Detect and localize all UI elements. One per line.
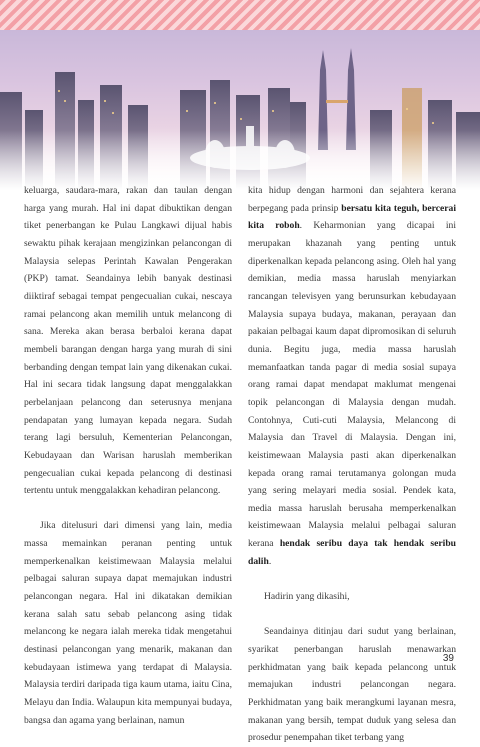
page-number: 39 (442, 653, 454, 664)
salutation: Hadirin yang dikasihi, (264, 591, 350, 603)
paragraph (248, 182, 456, 570)
right-text-column (248, 182, 456, 747)
text-run: kita hidup dengan harmoni dan sejahtera kerana berpegang pada prinsip (248, 185, 456, 214)
city-skyline-banner (0, 30, 480, 190)
bold-phrase: bersatu kita teguh, bercerai kita roboh (248, 202, 456, 232)
left-text-column (24, 182, 232, 729)
paragraph: Seandainya ditinjau dari sudut yang berlainan, syarikat penerbangan haruslah menawarkan perkhidmatan yang baik kepada pelancong untuk memajukan industri pelancongan negara. Perkhidmatan yang baik merangkumi layanan mesra, makanan yang bersih, tempat duduk yang selesa dan prosedur penempahan tiket terbang yang (248, 626, 456, 744)
bold-phrase: hendak seribu daya tak hendak seribu dalih (248, 538, 457, 567)
text-run: . Keharmonian yang dicapai ini merupakan khazanah yang penting untuk diperkenalkan kepada pelancong asing. Oleh hal yang demikian, media massa haruslah menyiarkan rancangan televisyen yang berunsurkan kebudayaan Malaysia supaya budaya, makanan, perayaan dan pakaian pelbagai kaum dapat dipromosikan di seluruh dunia. Begitu juga, media massa haruslah memanfaatkan tanda pagar di media sosial supaya orang ramai dapat mendapat maklumat mengenai topik pelancongan di Malaysia dengan mudah. Contohnya, Cuti-cuti Malaysia, Melancong di Malaysia dan Travel di Malaysia. Dengan ini, keistimewaan Malaysia pasti akan diperkenalkan kepada orang ramai terutamanya golongan muda yang sering melayari media sosial. Pendek kata, media massa haruslah berusaha memperkenalkan keistimewaan Malaysia melalui pelbagai saluran kerana (248, 220, 456, 550)
decorative-top-stripe (0, 0, 480, 30)
paragraph: keluarga, saudara-mara, rakan dan taulan dengan harga yang murah. Hal ini dapat dibuktikan dengan tiket penerbangan ke Pulau Langkawi dijual habis sewaktu pihak kerajaan mengizinkan pelancongan di Malaysia selepas Perintah Kawalan Pengerakan (PKP) tamat. Seandainya lebih banyak destinasi diiktiraf sebagai tempat pengecualian cukai, nescaya ramai pelancong akan memilih untuk melancong di sana. Mereka akan berasa berbaloi kerana dapat membeli barangan dengan harga yang murah di sini berbanding dengan tempat lain yang dikenakan cukai. Hal ini secara tidak langsung dapat menggalakkan perbelanjaan pelancong dan seterusnya menjana pendapatan yang lumayan kepada negara. Sudah terang lagi bersuluh, Kementerian Pelancongan, Kebudayaan dan Warisan haruslah memberikan pengecualian cukai kepada pelancong di destinasi tertentu untuk menggalakkan kehadiran pelancong. (24, 185, 232, 497)
paragraph: Jika ditelusuri dari dimensi yang lain, media massa memainkan peranan penting untuk memperkenalkan keistimewaan Malaysia melalui pelbagai saluran supaya dapat memajukan industri pelancongan negara. Hal ini dikatakan demikian kerana salah satu sebab pelancong asing tidak melancong ke negara ialah mereka tidak mengetahui destinasi pelancongan yang menarik, makanan dan kebudayaan istimewa yang terdapat di Malaysia. Malaysia terdiri daripada tiga kaum utama, iaitu Cina, Melayu dan India. Walaupun kita mempunyai budaya, bangsa dan agama yang berlainan, namun (24, 520, 232, 726)
skyline-illustration (0, 30, 480, 190)
text-run: . (268, 555, 272, 567)
